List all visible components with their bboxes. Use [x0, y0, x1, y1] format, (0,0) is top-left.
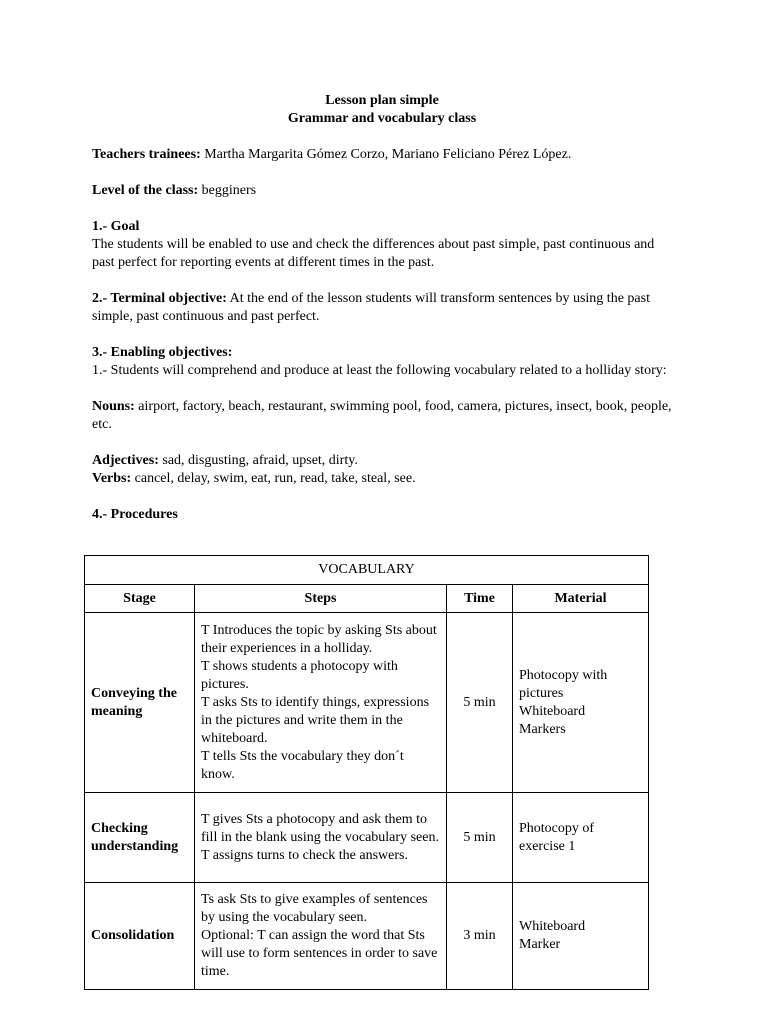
procedures-heading: 4.- Procedures — [92, 507, 178, 522]
material-item: Markers — [519, 721, 566, 737]
material-cell — [513, 793, 649, 883]
level-line — [92, 182, 672, 200]
table-row — [85, 883, 649, 990]
teachers-line — [92, 146, 672, 164]
time-cell: 3 min — [447, 883, 513, 990]
step-item: Ts ask Sts to give examples of sentences by using the vocabulary seen. — [201, 892, 428, 925]
goal-text: The students will be enabled to use and check the differences about past simple, past continuous and past perfect for reporting events at different times in the past. — [92, 237, 655, 270]
step-item: T asks Sts to identify things, expressions in the pictures and write them in the whiteboard. — [201, 694, 430, 746]
material-item: Whiteboard — [519, 919, 586, 934]
enabling-text: 1.- Students will comprehend and produce at least the following vocabulary related to a holliday story: — [92, 363, 667, 378]
material-item: Whiteboard — [519, 703, 586, 719]
table-header-row — [85, 585, 649, 613]
stage-cell: Consolidation — [85, 883, 195, 990]
step-item: T assigns turns to check the answers. — [201, 847, 408, 863]
table-row — [85, 613, 649, 793]
level-value: begginers — [198, 183, 257, 198]
terminal-text: At the end of the lesson students will transform sentences by using the past simple, past continuous and past perfect. — [92, 291, 650, 324]
table-caption: VOCABULARY — [85, 556, 649, 585]
time-cell: 5 min — [447, 793, 513, 883]
step-item: T Introduces the topic by asking Sts about their experiences in a holliday. — [201, 622, 437, 656]
header-material: Material — [513, 585, 649, 613]
material-cell — [513, 613, 649, 793]
table-row — [85, 793, 649, 883]
document-subtitle: Grammar and vocabulary class — [287, 111, 477, 126]
nouns-label: Nouns: — [92, 399, 135, 414]
document-title: Lesson plan simple — [325, 93, 439, 108]
header-steps: Steps — [195, 585, 447, 613]
nouns-line — [92, 398, 672, 434]
step-item: T gives Sts a photocopy and ask them to fill in the blank using the vocabulary seen. — [201, 811, 439, 845]
material-item: Photocopy of exercise 1 — [519, 820, 595, 854]
adjectives-line — [92, 452, 672, 470]
enabling-heading: 3.- Enabling objectives: — [92, 345, 233, 360]
verbs-line — [92, 470, 672, 488]
material-item: Photocopy with pictures — [519, 667, 608, 701]
material-cell — [513, 883, 649, 990]
material-item: Marker — [519, 937, 561, 952]
verbs-value: cancel, delay, swim, eat, run, read, take, steal, see. — [131, 471, 416, 486]
steps-cell — [195, 613, 447, 793]
step-item: T tells Sts the vocabulary they don´t know. — [201, 748, 404, 782]
nouns-value: airport, factory, beach, restaurant, swimming pool, food, camera, pictures, insect, book, people, etc. — [92, 399, 672, 432]
teachers-value: Martha Margarita Gómez Corzo, Mariano Feliciano Pérez López. — [200, 147, 572, 162]
adjectives-value: sad, disgusting, afraid, upset, dirty. — [158, 453, 358, 468]
steps-cell — [195, 883, 447, 990]
goal-heading: 1.- Goal — [92, 219, 140, 234]
header-time: Time — [447, 585, 513, 613]
verbs-label: Verbs: — [92, 471, 132, 486]
stage-cell: Checking understanding — [85, 793, 195, 883]
terminal-objective — [92, 290, 672, 326]
level-label: Level of the class: — [92, 183, 199, 198]
procedures-table — [84, 555, 649, 990]
teachers-label: Teachers trainees: — [92, 147, 201, 162]
terminal-label: 2.- Terminal objective: — [92, 291, 227, 306]
header-stage: Stage — [85, 585, 195, 613]
time-cell: 5 min — [447, 613, 513, 793]
steps-cell — [195, 793, 447, 883]
step-item: T shows students a photocopy with pictures. — [201, 658, 398, 692]
step-item: Optional: T can assign the word that Sts will use to form sentences in order to save time. — [201, 928, 438, 979]
adjectives-label: Adjectives: — [92, 453, 159, 468]
stage-cell: Conveying the meaning — [85, 613, 195, 793]
document-page — [92, 92, 672, 524]
